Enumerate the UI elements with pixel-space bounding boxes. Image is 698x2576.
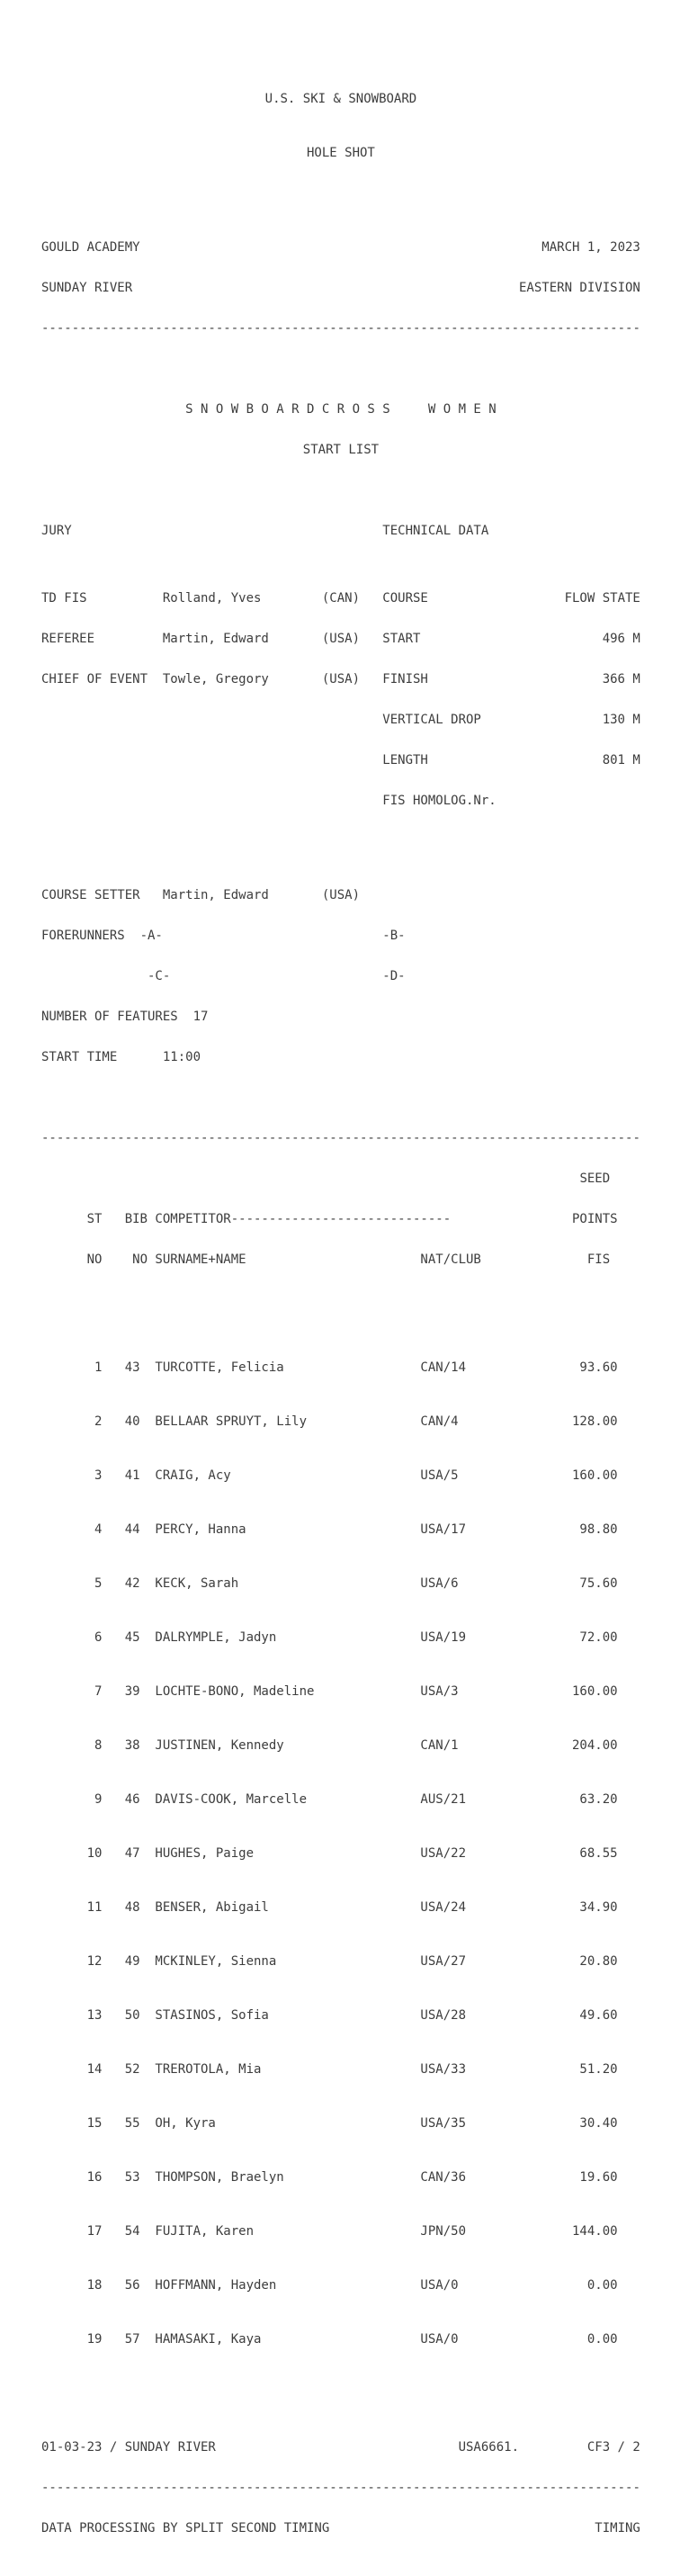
start-number: 1: [94, 1360, 103, 1375]
competitor-name: THOMPSON, Braelyn: [155, 2170, 284, 2185]
start-number: 3: [94, 1468, 103, 1483]
col-no1: NO: [86, 1252, 103, 1267]
nat-club: USA/19: [420, 1630, 466, 1645]
footer-page: CF3 / 2: [586, 2440, 640, 2455]
forerunners-label: FORERUNNERS: [41, 929, 125, 943]
list-title: START LIST: [302, 443, 380, 457]
seed-points: 19.60: [579, 2170, 618, 2185]
start-number: 7: [94, 1684, 103, 1699]
seed-points: 0.00: [586, 2332, 618, 2347]
bib-number: 40: [124, 1414, 140, 1429]
jury-role: REFEREE: [41, 632, 95, 646]
start-time-line: [41, 1051, 640, 1064]
nat-club: USA/6: [420, 1576, 459, 1591]
start-number: 10: [86, 1846, 103, 1861]
bib-number: 41: [124, 1468, 140, 1483]
start-time-value: 11:00: [162, 1050, 201, 1064]
event-title-line: [41, 147, 640, 160]
tech-value: 496 M: [602, 632, 640, 646]
start-list-row: [41, 1523, 640, 1537]
seed-points: 204.00: [571, 1738, 618, 1753]
seed-points: 34.90: [579, 1900, 618, 1915]
nat-club: USA/0: [420, 2332, 459, 2347]
col-no2: NO: [132, 1252, 148, 1267]
bib-number: 52: [124, 2062, 140, 2077]
competitor-name: BELLAAR SPRUYT, Lily: [155, 1414, 307, 1429]
start-number: 4: [94, 1522, 103, 1537]
start-list-row: [41, 1685, 640, 1699]
start-list-row: [41, 2225, 640, 2239]
competitor-name: KECK, Sarah: [155, 1576, 239, 1591]
seed-points: 160.00: [571, 1468, 618, 1483]
start-list-row: [41, 1469, 640, 1483]
col-natclub: NAT/CLUB: [420, 1252, 481, 1267]
footer-date-venue: 01-03-23 / SUNDAY RIVER: [41, 2440, 216, 2455]
start-number: 6: [94, 1630, 103, 1645]
start-list-row: [41, 2333, 640, 2347]
start-list-row: [41, 1955, 640, 1969]
tech-value: 801 M: [602, 753, 640, 767]
start-number: 5: [94, 1576, 103, 1591]
footer-processing-line: [41, 2522, 640, 2536]
footer-processing: DATA PROCESSING BY SPLIT SECOND TIMING: [41, 2521, 330, 2536]
col-fis: FIS: [586, 1252, 611, 1267]
discipline-title: S N O W B O A R D C R O S S W O M E N: [185, 402, 497, 417]
seed-points: 98.80: [579, 1522, 618, 1537]
bib-number: 50: [124, 2008, 140, 2023]
start-list-row: [41, 2279, 640, 2293]
nat-club: AUS/21: [420, 1792, 466, 1807]
competitor-name: BENSER, Abigail: [155, 1900, 269, 1915]
col-competitor: COMPETITOR-----------------------------: [155, 1212, 452, 1226]
jury-name: Rolland, Yves: [162, 591, 262, 606]
start-number: 11: [86, 1900, 103, 1915]
tech-value: FLOW STATE: [564, 591, 640, 606]
seed-points: 68.55: [579, 1846, 618, 1861]
start-list-row: [41, 1577, 640, 1591]
jury-nation: (USA): [321, 632, 361, 646]
start-list-row: [41, 2117, 640, 2131]
tech-label: VERTICAL DROP: [382, 713, 481, 727]
tech-row: [41, 754, 640, 767]
bib-number: 57: [124, 2332, 140, 2347]
bib-number: 49: [124, 1954, 140, 1969]
competitor-name: HOFFMANN, Hayden: [155, 2278, 277, 2293]
col-bib: BIB: [124, 1212, 148, 1226]
discipline-title-line: [41, 403, 640, 417]
features-label: NUMBER OF FEATURES: [41, 1010, 178, 1024]
nat-club: USA/0: [420, 2278, 459, 2293]
tech-row: [41, 714, 640, 727]
dashed-rule: -------------------------------------------------------------------------------: [41, 2481, 640, 2495]
start-time-label: START TIME: [41, 1050, 118, 1064]
start-list-row: [41, 1739, 640, 1753]
jury-nation: (USA): [321, 672, 361, 687]
start-list-row: [41, 2063, 640, 2077]
competitor-name: JUSTINEN, Kennedy: [155, 1738, 284, 1753]
competitor-name: FUJITA, Karen: [155, 2224, 254, 2239]
start-number: 18: [86, 2278, 103, 2293]
seed-points: 63.20: [579, 1792, 618, 1807]
col-st: ST: [86, 1212, 103, 1226]
tech-label: FINISH: [382, 672, 428, 687]
jury-heading: JURY: [41, 524, 72, 538]
separator-top: [41, 322, 640, 336]
start-number: 9: [94, 1792, 103, 1807]
tech-value: 366 M: [602, 672, 640, 687]
venue-division-line: [41, 282, 640, 295]
org-title: U.S. SKI & SNOWBOARD: [264, 92, 417, 106]
bib-number: 39: [124, 1684, 140, 1699]
bib-number: 53: [124, 2170, 140, 2185]
nat-club: USA/35: [420, 2116, 466, 2131]
course-setter-label: COURSE SETTER: [41, 888, 140, 902]
col-surname: SURNAME+NAME: [155, 1252, 246, 1267]
table-header-seed: [41, 1172, 640, 1186]
jury-row: [41, 592, 640, 606]
nat-club: JPN/50: [420, 2224, 466, 2239]
jury-role: TD FIS: [41, 591, 87, 606]
table-header-2: [41, 1253, 640, 1267]
bib-number: 55: [124, 2116, 140, 2131]
bib-number: 47: [124, 1846, 140, 1861]
footer-timing: TIMING: [595, 2521, 640, 2536]
table-header-1: [41, 1213, 640, 1226]
seed-points: 128.00: [571, 1414, 618, 1429]
dashed-rule: -------------------------------------------------------------------------------: [41, 321, 640, 336]
competitor-name: LOCHTE-BONO, Madeline: [155, 1684, 315, 1699]
start-list-row: [41, 2009, 640, 2023]
nat-club: CAN/1: [420, 1738, 459, 1753]
tech-label: LENGTH: [382, 753, 428, 767]
tech-label: START: [382, 632, 421, 646]
start-number: 13: [86, 2008, 103, 2023]
bib-number: 45: [124, 1630, 140, 1645]
nat-club: USA/28: [420, 2008, 466, 2023]
list-title-line: [41, 444, 640, 457]
bib-number: 46: [124, 1792, 140, 1807]
competitor-name: TURCOTTE, Felicia: [155, 1360, 284, 1375]
forerunners-line-2: [41, 970, 640, 983]
competitor-name: DALRYMPLE, Jadyn: [155, 1630, 277, 1645]
seed-points: 0.00: [586, 2278, 618, 2293]
jury-row: [41, 673, 640, 687]
start-number: 12: [86, 1954, 103, 1969]
seed-points: 72.00: [579, 1630, 618, 1645]
competitor-name: HUGHES, Paige: [155, 1846, 254, 1861]
forerunner-a: -A-: [139, 929, 163, 943]
nat-club: USA/24: [420, 1900, 466, 1915]
tech-value: 130 M: [602, 713, 640, 727]
seed-points: 75.60: [579, 1576, 618, 1591]
col-points: POINTS: [572, 1212, 618, 1226]
forerunner-d: -D-: [382, 969, 406, 983]
footer-info-line: [41, 2441, 640, 2455]
event-title: HOLE SHOT: [307, 146, 375, 160]
jury-name: Martin, Edward: [162, 632, 269, 646]
col-seed: SEED: [579, 1171, 611, 1186]
seed-points: 51.20: [579, 2062, 618, 2077]
nat-club: USA/22: [420, 1846, 466, 1861]
start-list-document: [41, 0, 640, 2563]
nat-club: USA/5: [420, 1468, 459, 1483]
nat-club: USA/27: [420, 1954, 466, 1969]
tech-label: COURSE: [382, 591, 428, 606]
start-list-row: [41, 2171, 640, 2185]
org-title-line: [41, 93, 640, 106]
start-number: 15: [86, 2116, 103, 2131]
nat-club: CAN/36: [420, 2170, 466, 2185]
course-setter-line: [41, 889, 640, 902]
seed-points: 30.40: [579, 2116, 618, 2131]
nat-club: CAN/14: [420, 1360, 466, 1375]
start-number: 17: [86, 2224, 103, 2239]
separator-footer: [41, 2482, 640, 2495]
course-setter-name: Martin, Edward: [162, 888, 269, 902]
forerunners-line-1: [41, 929, 640, 943]
bib-number: 42: [124, 1576, 140, 1591]
start-number: 16: [86, 2170, 103, 2185]
jury-name: Towle, Gregory: [162, 672, 269, 687]
start-list-row: [41, 1361, 640, 1375]
division-name: EASTERN DIVISION: [519, 281, 640, 295]
tech-row: [41, 794, 640, 808]
bib-number: 54: [124, 2224, 140, 2239]
nat-club: USA/17: [420, 1522, 466, 1537]
nat-club: USA/3: [420, 1684, 459, 1699]
competitor-name: OH, Kyra: [155, 2116, 216, 2131]
course-setter-nation: (USA): [321, 888, 361, 902]
seed-points: 160.00: [571, 1684, 618, 1699]
competitor-name: TREROTOLA, Mia: [155, 2062, 262, 2077]
competitor-name: STASINOS, Sofia: [155, 2008, 269, 2023]
seed-points: 144.00: [571, 2224, 618, 2239]
start-list-row: [41, 1793, 640, 1807]
separator-table: [41, 1132, 640, 1145]
technical-data-heading: TECHNICAL DATA: [382, 524, 489, 538]
start-number: 2: [94, 1414, 103, 1429]
bib-number: 48: [124, 1900, 140, 1915]
seed-points: 49.60: [579, 2008, 618, 2023]
dashed-rule: -------------------------------------------------------------------------------: [41, 1131, 640, 1145]
start-number: 8: [94, 1738, 103, 1753]
forerunner-b: -B-: [382, 929, 406, 943]
start-number: 19: [86, 2332, 103, 2347]
competitor-name: HAMASAKI, Kaya: [155, 2332, 262, 2347]
forerunner-c: -C-: [148, 969, 171, 983]
venue-name: SUNDAY RIVER: [41, 281, 133, 295]
jury-nation: (CAN): [321, 591, 361, 606]
start-list-row: [41, 1631, 640, 1645]
seed-points: 20.80: [579, 1954, 618, 1969]
start-list-rows: [41, 1334, 640, 2360]
footer-code: USA6661.: [458, 2440, 520, 2455]
jury-row: [41, 633, 640, 646]
start-number: 14: [86, 2062, 103, 2077]
competitor-name: DAVIS-COOK, Marcelle: [155, 1792, 307, 1807]
features-value: 17: [192, 1010, 209, 1024]
competitor-name: PERCY, Hanna: [155, 1522, 246, 1537]
start-list-row: [41, 1901, 640, 1915]
features-line: [41, 1010, 640, 1024]
club-date-line: [41, 241, 640, 255]
start-list-row: [41, 1847, 640, 1861]
event-date: MARCH 1, 2023: [541, 240, 640, 255]
tech-label: FIS HOMOLOG.Nr.: [382, 794, 497, 808]
bib-number: 44: [124, 1522, 140, 1537]
section-headings-line: [41, 525, 640, 538]
competitor-name: CRAIG, Acy: [155, 1468, 231, 1483]
seed-points: 93.60: [579, 1360, 618, 1375]
competitor-name: MCKINLEY, Sienna: [155, 1954, 277, 1969]
bib-number: 56: [124, 2278, 140, 2293]
club-name: GOULD ACADEMY: [41, 240, 140, 255]
nat-club: CAN/4: [420, 1414, 459, 1429]
start-list-row: [41, 1415, 640, 1429]
nat-club: USA/33: [420, 2062, 466, 2077]
jury-role: CHIEF OF EVENT: [41, 672, 148, 687]
bib-number: 38: [124, 1738, 140, 1753]
bib-number: 43: [124, 1360, 140, 1375]
